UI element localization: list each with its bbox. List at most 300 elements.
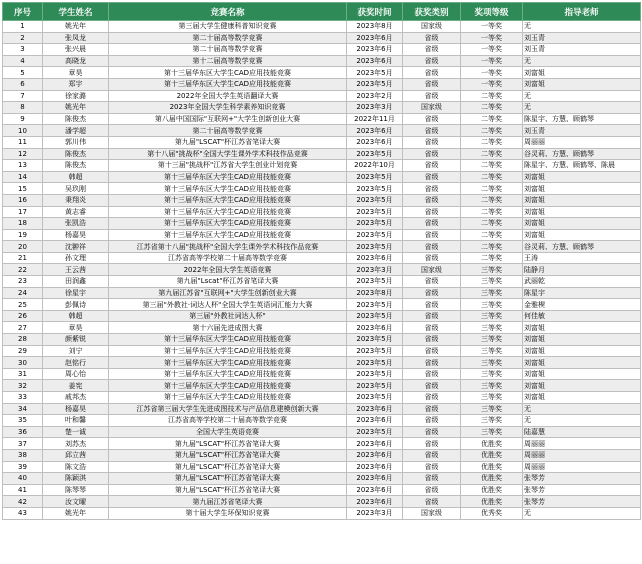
cell-advisor[interactable]: 刘富姐 <box>523 183 641 195</box>
cell-advisor[interactable]: 刘富姐 <box>523 218 641 230</box>
cell-competition[interactable]: 第九届"LSCAT"杯江苏省笔译大赛 <box>109 461 347 473</box>
cell-index[interactable]: 23 <box>3 276 43 288</box>
cell-level[interactable]: 一等奖 <box>461 78 523 90</box>
cell-advisor[interactable]: 无 <box>523 102 641 114</box>
cell-date[interactable]: 2023年5月 <box>347 426 403 438</box>
cell-level[interactable]: 二等奖 <box>461 102 523 114</box>
cell-advisor[interactable]: 刘富姐 <box>523 357 641 369</box>
cell-index[interactable]: 18 <box>3 218 43 230</box>
cell-category[interactable]: 省级 <box>403 426 461 438</box>
cell-index[interactable]: 26 <box>3 310 43 322</box>
cell-student[interactable]: 吴玖刚 <box>43 183 109 195</box>
cell-index[interactable]: 25 <box>3 299 43 311</box>
cell-level[interactable]: 一等奖 <box>461 21 523 33</box>
cell-date[interactable]: 2023年6月 <box>347 55 403 67</box>
cell-advisor[interactable]: 陆静月 <box>523 264 641 276</box>
cell-index[interactable]: 15 <box>3 183 43 195</box>
cell-category[interactable]: 省级 <box>403 276 461 288</box>
cell-advisor[interactable]: 刘富姐 <box>523 322 641 334</box>
cell-index[interactable]: 8 <box>3 102 43 114</box>
cell-student[interactable]: 叶和馨 <box>43 415 109 427</box>
cell-category[interactable]: 省级 <box>403 148 461 160</box>
cell-index[interactable]: 38 <box>3 449 43 461</box>
cell-category[interactable]: 省级 <box>403 229 461 241</box>
cell-advisor[interactable]: 陈星宇 <box>523 287 641 299</box>
cell-category[interactable]: 省级 <box>403 449 461 461</box>
cell-index[interactable]: 36 <box>3 426 43 438</box>
cell-competition[interactable]: 第十届大学生环保知识竞赛 <box>109 507 347 519</box>
cell-date[interactable]: 2023年6月 <box>347 461 403 473</box>
cell-category[interactable]: 省级 <box>403 415 461 427</box>
cell-date[interactable]: 2023年6月 <box>347 125 403 137</box>
cell-competition[interactable]: 第九届"LSCAT"杯江苏省笔译大赛 <box>109 473 347 485</box>
cell-student[interactable]: 周心怡 <box>43 368 109 380</box>
cell-date[interactable]: 2023年3月 <box>347 507 403 519</box>
cell-date[interactable]: 2023年6月 <box>347 484 403 496</box>
cell-competition[interactable]: 第十三届华东区大学生CAD应用技能竞赛 <box>109 194 347 206</box>
cell-advisor[interactable]: 谷灵莉、方慧、顾鹤琴 <box>523 241 641 253</box>
cell-advisor[interactable]: 陈星宇、方慧、顾鹤琴、陈晨 <box>523 160 641 172</box>
cell-level[interactable]: 二等奖 <box>461 90 523 102</box>
cell-index[interactable]: 7 <box>3 90 43 102</box>
cell-student[interactable]: 郭川伟 <box>43 136 109 148</box>
cell-competition[interactable]: 江苏省高等学校第二十届高等数学竞赛 <box>109 252 347 264</box>
cell-student[interactable]: 高晓龙 <box>43 55 109 67</box>
cell-advisor[interactable]: 刘富姐 <box>523 171 641 183</box>
cell-competition[interactable]: 第二十届高等数学竞赛 <box>109 32 347 44</box>
cell-level[interactable]: 优胜奖 <box>461 484 523 496</box>
cell-category[interactable]: 省级 <box>403 252 461 264</box>
cell-date[interactable]: 2023年5月 <box>347 368 403 380</box>
cell-student[interactable]: 杨嘉昊 <box>43 229 109 241</box>
cell-advisor[interactable]: 张琴芳 <box>523 496 641 508</box>
cell-date[interactable]: 2023年5月 <box>347 78 403 90</box>
cell-level[interactable]: 二等奖 <box>461 171 523 183</box>
cell-level[interactable]: 三等奖 <box>461 334 523 346</box>
cell-category[interactable]: 国家级 <box>403 264 461 276</box>
cell-level[interactable]: 二等奖 <box>461 125 523 137</box>
cell-date[interactable]: 2023年5月 <box>347 194 403 206</box>
cell-student[interactable]: 潘学超 <box>43 125 109 137</box>
cell-date[interactable]: 2023年6月 <box>347 44 403 56</box>
col-header-advisor[interactable]: 指导老师 <box>523 3 641 21</box>
cell-date[interactable]: 2023年6月 <box>347 403 403 415</box>
cell-advisor[interactable]: 刘富姐 <box>523 194 641 206</box>
cell-date[interactable]: 2023年8月 <box>347 287 403 299</box>
cell-date[interactable]: 2022年10月 <box>347 160 403 172</box>
cell-category[interactable]: 省级 <box>403 44 461 56</box>
cell-index[interactable]: 37 <box>3 438 43 450</box>
cell-index[interactable]: 20 <box>3 241 43 253</box>
cell-index[interactable]: 22 <box>3 264 43 276</box>
cell-advisor[interactable]: 周丽丽 <box>523 449 641 461</box>
cell-competition[interactable]: 第九届"LSCAT"杯江苏省笔译大赛 <box>109 438 347 450</box>
cell-level[interactable]: 二等奖 <box>461 160 523 172</box>
cell-level[interactable]: 二等奖 <box>461 252 523 264</box>
cell-level[interactable]: 一等奖 <box>461 67 523 79</box>
cell-level[interactable]: 二等奖 <box>461 136 523 148</box>
cell-level[interactable]: 优胜奖 <box>461 473 523 485</box>
cell-date[interactable]: 2023年5月 <box>347 392 403 404</box>
cell-student[interactable]: 徐星宇 <box>43 287 109 299</box>
cell-student[interactable]: 姚光年 <box>43 102 109 114</box>
cell-category[interactable]: 省级 <box>403 171 461 183</box>
cell-category[interactable]: 省级 <box>403 484 461 496</box>
cell-competition[interactable]: 第十六届先进成图大赛 <box>109 322 347 334</box>
cell-index[interactable]: 33 <box>3 392 43 404</box>
cell-date[interactable]: 2023年6月 <box>347 32 403 44</box>
cell-student[interactable]: 陈颖淇 <box>43 473 109 485</box>
cell-date[interactable]: 2023年6月 <box>347 438 403 450</box>
cell-category[interactable]: 省级 <box>403 183 461 195</box>
cell-category[interactable]: 省级 <box>403 299 461 311</box>
cell-advisor[interactable]: 武丽乾 <box>523 276 641 288</box>
cell-student[interactable]: 秉翔炎 <box>43 194 109 206</box>
cell-category[interactable]: 省级 <box>403 473 461 485</box>
cell-level[interactable]: 三等奖 <box>461 368 523 380</box>
cell-date[interactable]: 2023年5月 <box>347 206 403 218</box>
cell-student[interactable]: 楚一诚 <box>43 426 109 438</box>
cell-student[interactable]: 陈俊杰 <box>43 148 109 160</box>
cell-date[interactable]: 2023年6月 <box>347 322 403 334</box>
cell-student[interactable]: 王云茜 <box>43 264 109 276</box>
cell-index[interactable]: 17 <box>3 206 43 218</box>
cell-competition[interactable]: 第十三届华东区大学生CAD应用技能竞赛 <box>109 171 347 183</box>
cell-student[interactable]: 张兴晨 <box>43 44 109 56</box>
cell-index[interactable]: 3 <box>3 44 43 56</box>
cell-competition[interactable]: 第八届中国国际"互联网+"大学生创新创业大赛 <box>109 113 347 125</box>
cell-advisor[interactable]: 刘富姐 <box>523 78 641 90</box>
cell-student[interactable]: 汝文曜 <box>43 496 109 508</box>
cell-competition[interactable]: 第三届"外教社词达人杯" <box>109 310 347 322</box>
cell-category[interactable]: 省级 <box>403 136 461 148</box>
cell-category[interactable]: 省级 <box>403 113 461 125</box>
cell-student[interactable]: 章昊 <box>43 322 109 334</box>
cell-category[interactable]: 省级 <box>403 90 461 102</box>
cell-competition[interactable]: 第三届"外教社·词达人杯"全国大学生英语词汇能力大赛 <box>109 299 347 311</box>
cell-competition[interactable]: 江苏省高等学校第二十届高等数学竞赛 <box>109 415 347 427</box>
cell-index[interactable]: 42 <box>3 496 43 508</box>
cell-advisor[interactable]: 金雅楔 <box>523 299 641 311</box>
cell-level[interactable]: 二等奖 <box>461 113 523 125</box>
cell-date[interactable]: 2023年3月 <box>347 102 403 114</box>
cell-date[interactable]: 2022年11月 <box>347 113 403 125</box>
cell-student[interactable]: 章昊 <box>43 67 109 79</box>
cell-advisor[interactable]: 周丽丽 <box>523 136 641 148</box>
cell-competition[interactable]: 第十三届华东区大学生CAD应用技能竞赛 <box>109 218 347 230</box>
cell-level[interactable]: 三等奖 <box>461 287 523 299</box>
cell-student[interactable]: 陈琴琴 <box>43 484 109 496</box>
cell-category[interactable]: 省级 <box>403 380 461 392</box>
cell-advisor[interactable]: 无 <box>523 415 641 427</box>
cell-category[interactable]: 省级 <box>403 438 461 450</box>
cell-index[interactable]: 9 <box>3 113 43 125</box>
cell-competition[interactable]: 第十三届华东区大学生CAD应用技能竞赛 <box>109 229 347 241</box>
cell-date[interactable]: 2023年6月 <box>347 449 403 461</box>
cell-advisor[interactable]: 周丽丽 <box>523 461 641 473</box>
cell-competition[interactable]: 2022年全国大学生英语竞赛 <box>109 264 347 276</box>
cell-level[interactable]: 二等奖 <box>461 241 523 253</box>
cell-index[interactable]: 24 <box>3 287 43 299</box>
cell-level[interactable]: 优胜奖 <box>461 461 523 473</box>
cell-category[interactable]: 省级 <box>403 496 461 508</box>
cell-competition[interactable]: 第二十届高等数学竞赛 <box>109 125 347 137</box>
cell-level[interactable]: 一等奖 <box>461 32 523 44</box>
cell-date[interactable]: 2023年6月 <box>347 415 403 427</box>
cell-competition[interactable]: 2023年全国大学生科学素养知识竞赛 <box>109 102 347 114</box>
cell-level[interactable]: 优胜奖 <box>461 449 523 461</box>
cell-advisor[interactable]: 刘富姐 <box>523 392 641 404</box>
cell-level[interactable]: 优秀奖 <box>461 507 523 519</box>
cell-date[interactable]: 2023年5月 <box>347 241 403 253</box>
cell-category[interactable]: 省级 <box>403 241 461 253</box>
cell-advisor[interactable]: 刘玉青 <box>523 125 641 137</box>
cell-student[interactable]: 姚光年 <box>43 21 109 33</box>
cell-level[interactable]: 二等奖 <box>461 183 523 195</box>
cell-competition[interactable]: 第九届"Lscat"杯江苏省笔译大赛 <box>109 276 347 288</box>
cell-category[interactable]: 省级 <box>403 310 461 322</box>
cell-category[interactable]: 省级 <box>403 206 461 218</box>
cell-advisor[interactable]: 刘富姐 <box>523 368 641 380</box>
cell-student[interactable]: 韩超 <box>43 171 109 183</box>
cell-student[interactable]: 刘苏杰 <box>43 438 109 450</box>
cell-level[interactable]: 三等奖 <box>461 392 523 404</box>
cell-date[interactable]: 2023年6月 <box>347 473 403 485</box>
cell-student[interactable]: 赵铭行 <box>43 357 109 369</box>
cell-category[interactable]: 国家级 <box>403 21 461 33</box>
cell-student[interactable]: 姚光年 <box>43 507 109 519</box>
cell-level[interactable]: 二等奖 <box>461 148 523 160</box>
cell-student[interactable]: 陈俊杰 <box>43 160 109 172</box>
cell-index[interactable]: 41 <box>3 484 43 496</box>
col-header-student[interactable]: 学生姓名 <box>43 3 109 21</box>
cell-category[interactable]: 省级 <box>403 461 461 473</box>
cell-level[interactable]: 三等奖 <box>461 310 523 322</box>
cell-competition[interactable]: 第十三届华东区大学生CAD应用技能竞赛 <box>109 78 347 90</box>
cell-advisor[interactable]: 刘富姐 <box>523 345 641 357</box>
cell-student[interactable]: 刘宁 <box>43 345 109 357</box>
cell-competition[interactable]: 第十三届华东区大学生CAD应用技能竞赛 <box>109 368 347 380</box>
cell-advisor[interactable]: 无 <box>523 90 641 102</box>
cell-competition[interactable]: 第十三届华东区大学生CAD应用技能竞赛 <box>109 380 347 392</box>
cell-category[interactable]: 省级 <box>403 287 461 299</box>
cell-level[interactable]: 三等奖 <box>461 403 523 415</box>
cell-student[interactable]: 田润鑫 <box>43 276 109 288</box>
cell-level[interactable]: 一等奖 <box>461 55 523 67</box>
cell-category[interactable]: 省级 <box>403 67 461 79</box>
cell-date[interactable]: 2023年8月 <box>347 21 403 33</box>
cell-competition[interactable]: 第十三届华东区大学生CAD应用技能竞赛 <box>109 345 347 357</box>
cell-index[interactable]: 11 <box>3 136 43 148</box>
cell-competition[interactable]: 第十三届华东区大学生CAD应用技能竞赛 <box>109 392 347 404</box>
cell-competition[interactable]: 第十三届华东区大学生CAD应用技能竞赛 <box>109 334 347 346</box>
cell-date[interactable]: 2023年6月 <box>347 252 403 264</box>
cell-category[interactable]: 省级 <box>403 368 461 380</box>
cell-index[interactable]: 6 <box>3 78 43 90</box>
cell-category[interactable]: 省级 <box>403 160 461 172</box>
cell-level[interactable]: 三等奖 <box>461 380 523 392</box>
cell-advisor[interactable]: 刘富姐 <box>523 67 641 79</box>
cell-advisor[interactable]: 刘玉青 <box>523 44 641 56</box>
cell-category[interactable]: 省级 <box>403 357 461 369</box>
cell-date[interactable]: 2023年5月 <box>347 334 403 346</box>
cell-date[interactable]: 2023年5月 <box>347 380 403 392</box>
cell-student[interactable]: 彭佩诗 <box>43 299 109 311</box>
cell-category[interactable]: 省级 <box>403 345 461 357</box>
cell-index[interactable]: 4 <box>3 55 43 67</box>
cell-index[interactable]: 28 <box>3 334 43 346</box>
cell-index[interactable]: 19 <box>3 229 43 241</box>
cell-advisor[interactable]: 无 <box>523 55 641 67</box>
cell-index[interactable]: 2 <box>3 32 43 44</box>
cell-index[interactable]: 1 <box>3 21 43 33</box>
col-header-index[interactable]: 序号 <box>3 3 43 21</box>
cell-student[interactable]: 邱立茜 <box>43 449 109 461</box>
cell-advisor[interactable]: 刘富姐 <box>523 380 641 392</box>
cell-advisor[interactable]: 王涛 <box>523 252 641 264</box>
col-header-category[interactable]: 获奖类别 <box>403 3 461 21</box>
cell-student[interactable]: 韩超 <box>43 310 109 322</box>
col-header-level[interactable]: 奖项等级 <box>461 3 523 21</box>
cell-competition[interactable]: 第九届"LSCAT"杯江苏省笔译大赛 <box>109 484 347 496</box>
cell-date[interactable]: 2023年5月 <box>347 218 403 230</box>
cell-advisor[interactable]: 周丽丽 <box>523 438 641 450</box>
cell-competition[interactable]: 第十八届"挑战杯"全国大学生课外学术科技作品竞赛 <box>109 148 347 160</box>
cell-advisor[interactable]: 谷灵莉、方慧、顾鹤琴 <box>523 148 641 160</box>
cell-index[interactable]: 27 <box>3 322 43 334</box>
cell-index[interactable]: 14 <box>3 171 43 183</box>
cell-category[interactable]: 省级 <box>403 78 461 90</box>
cell-level[interactable]: 一等奖 <box>461 44 523 56</box>
cell-student[interactable]: 杨嘉昊 <box>43 403 109 415</box>
cell-category[interactable]: 国家级 <box>403 102 461 114</box>
cell-competition[interactable]: 江苏省第十八届"挑战杯"全国大学生课外学术科技作品竞赛 <box>109 241 347 253</box>
cell-category[interactable]: 省级 <box>403 322 461 334</box>
cell-date[interactable]: 2023年5月 <box>347 276 403 288</box>
cell-competition[interactable]: 第十三届华东区大学生CAD应用技能竞赛 <box>109 357 347 369</box>
cell-date[interactable]: 2023年5月 <box>347 183 403 195</box>
cell-index[interactable]: 35 <box>3 415 43 427</box>
cell-category[interactable]: 省级 <box>403 392 461 404</box>
col-header-date[interactable]: 获奖时间 <box>347 3 403 21</box>
cell-competition[interactable]: 第九届"LSCAT"杯江苏省笔译大赛 <box>109 136 347 148</box>
cell-competition[interactable]: 第十三届华东区大学生CAD应用技能竞赛 <box>109 206 347 218</box>
cell-advisor[interactable]: 无 <box>523 21 641 33</box>
cell-index[interactable]: 31 <box>3 368 43 380</box>
cell-level[interactable]: 二等奖 <box>461 229 523 241</box>
cell-competition[interactable]: 第十三届华东区大学生CAD应用技能竞赛 <box>109 67 347 79</box>
cell-category[interactable]: 省级 <box>403 194 461 206</box>
cell-date[interactable]: 2023年5月 <box>347 345 403 357</box>
cell-level[interactable]: 二等奖 <box>461 218 523 230</box>
cell-advisor[interactable]: 何佳敏 <box>523 310 641 322</box>
cell-competition[interactable]: 第十三届"挑战杯"江苏省大学生创业计划竞赛 <box>109 160 347 172</box>
cell-index[interactable]: 10 <box>3 125 43 137</box>
cell-advisor[interactable]: 刘富姐 <box>523 206 641 218</box>
cell-date[interactable]: 2023年5月 <box>347 299 403 311</box>
cell-date[interactable]: 2023年5月 <box>347 310 403 322</box>
cell-level[interactable]: 优胜奖 <box>461 438 523 450</box>
cell-index[interactable]: 40 <box>3 473 43 485</box>
cell-competition[interactable]: 全国大学生英语竞赛 <box>109 426 347 438</box>
cell-category[interactable]: 省级 <box>403 32 461 44</box>
cell-student[interactable]: 黄志睿 <box>43 206 109 218</box>
cell-competition[interactable]: 第十二届高等数学竞赛 <box>109 55 347 67</box>
cell-level[interactable]: 三等奖 <box>461 415 523 427</box>
cell-index[interactable]: 39 <box>3 461 43 473</box>
cell-index[interactable]: 5 <box>3 67 43 79</box>
cell-level[interactable]: 三等奖 <box>461 299 523 311</box>
cell-date[interactable]: 2023年6月 <box>347 136 403 148</box>
cell-competition[interactable]: 第九届江苏省"互联网+"大学生创新创业大赛 <box>109 287 347 299</box>
cell-level[interactable]: 优胜奖 <box>461 496 523 508</box>
cell-category[interactable]: 省级 <box>403 334 461 346</box>
cell-date[interactable]: 2023年5月 <box>347 229 403 241</box>
cell-level[interactable]: 三等奖 <box>461 345 523 357</box>
cell-advisor[interactable]: 张琴芳 <box>523 473 641 485</box>
cell-advisor[interactable]: 刘富姐 <box>523 334 641 346</box>
cell-competition[interactable]: 第十三届华东区大学生CAD应用技能竞赛 <box>109 183 347 195</box>
cell-index[interactable]: 12 <box>3 148 43 160</box>
cell-competition[interactable]: 第二十届高等数学竞赛 <box>109 44 347 56</box>
cell-date[interactable]: 2023年6月 <box>347 496 403 508</box>
cell-student[interactable]: 戚邦杰 <box>43 392 109 404</box>
cell-date[interactable]: 2023年2月 <box>347 90 403 102</box>
cell-student[interactable]: 张凯浩 <box>43 218 109 230</box>
cell-student[interactable]: 姜宪 <box>43 380 109 392</box>
cell-advisor[interactable]: 张琴芳 <box>523 484 641 496</box>
cell-competition[interactable]: 第九届"LSCAT"杯江苏省笔译大赛 <box>109 449 347 461</box>
cell-advisor[interactable]: 陆嘉慧 <box>523 426 641 438</box>
cell-index[interactable]: 21 <box>3 252 43 264</box>
cell-student[interactable]: 颜紫锐 <box>43 334 109 346</box>
cell-student[interactable]: 郑宇 <box>43 78 109 90</box>
cell-level[interactable]: 三等奖 <box>461 357 523 369</box>
cell-level[interactable]: 三等奖 <box>461 276 523 288</box>
cell-student[interactable]: 沈翀祥 <box>43 241 109 253</box>
cell-category[interactable]: 省级 <box>403 55 461 67</box>
cell-index[interactable]: 13 <box>3 160 43 172</box>
cell-category[interactable]: 省级 <box>403 403 461 415</box>
cell-competition[interactable]: 第九届江苏省笔译大赛 <box>109 496 347 508</box>
cell-student[interactable]: 孙文理 <box>43 252 109 264</box>
cell-index[interactable]: 29 <box>3 345 43 357</box>
cell-level[interactable]: 三等奖 <box>461 264 523 276</box>
cell-date[interactable]: 2023年5月 <box>347 357 403 369</box>
cell-index[interactable]: 30 <box>3 357 43 369</box>
cell-advisor[interactable]: 刘玉青 <box>523 32 641 44</box>
cell-index[interactable]: 43 <box>3 507 43 519</box>
col-header-competition[interactable]: 竞赛名称 <box>109 3 347 21</box>
cell-student[interactable]: 张凤龙 <box>43 32 109 44</box>
cell-level[interactable]: 二等奖 <box>461 194 523 206</box>
cell-student[interactable]: 徐家潞 <box>43 90 109 102</box>
cell-level[interactable]: 三等奖 <box>461 322 523 334</box>
cell-index[interactable]: 16 <box>3 194 43 206</box>
cell-competition[interactable]: 江苏省第三届大学生先进成图技术与产品信息建模创新大赛 <box>109 403 347 415</box>
cell-date[interactable]: 2023年5月 <box>347 148 403 160</box>
cell-level[interactable]: 三等奖 <box>461 426 523 438</box>
cell-category[interactable]: 省级 <box>403 218 461 230</box>
cell-student[interactable]: 陈俊杰 <box>43 113 109 125</box>
cell-advisor[interactable]: 陈星宇、方慧、顾鹤琴 <box>523 113 641 125</box>
cell-date[interactable]: 2023年5月 <box>347 171 403 183</box>
cell-index[interactable]: 32 <box>3 380 43 392</box>
cell-advisor[interactable]: 无 <box>523 507 641 519</box>
cell-student[interactable]: 陈文浩 <box>43 461 109 473</box>
cell-level[interactable]: 二等奖 <box>461 206 523 218</box>
cell-advisor[interactable]: 无 <box>523 403 641 415</box>
